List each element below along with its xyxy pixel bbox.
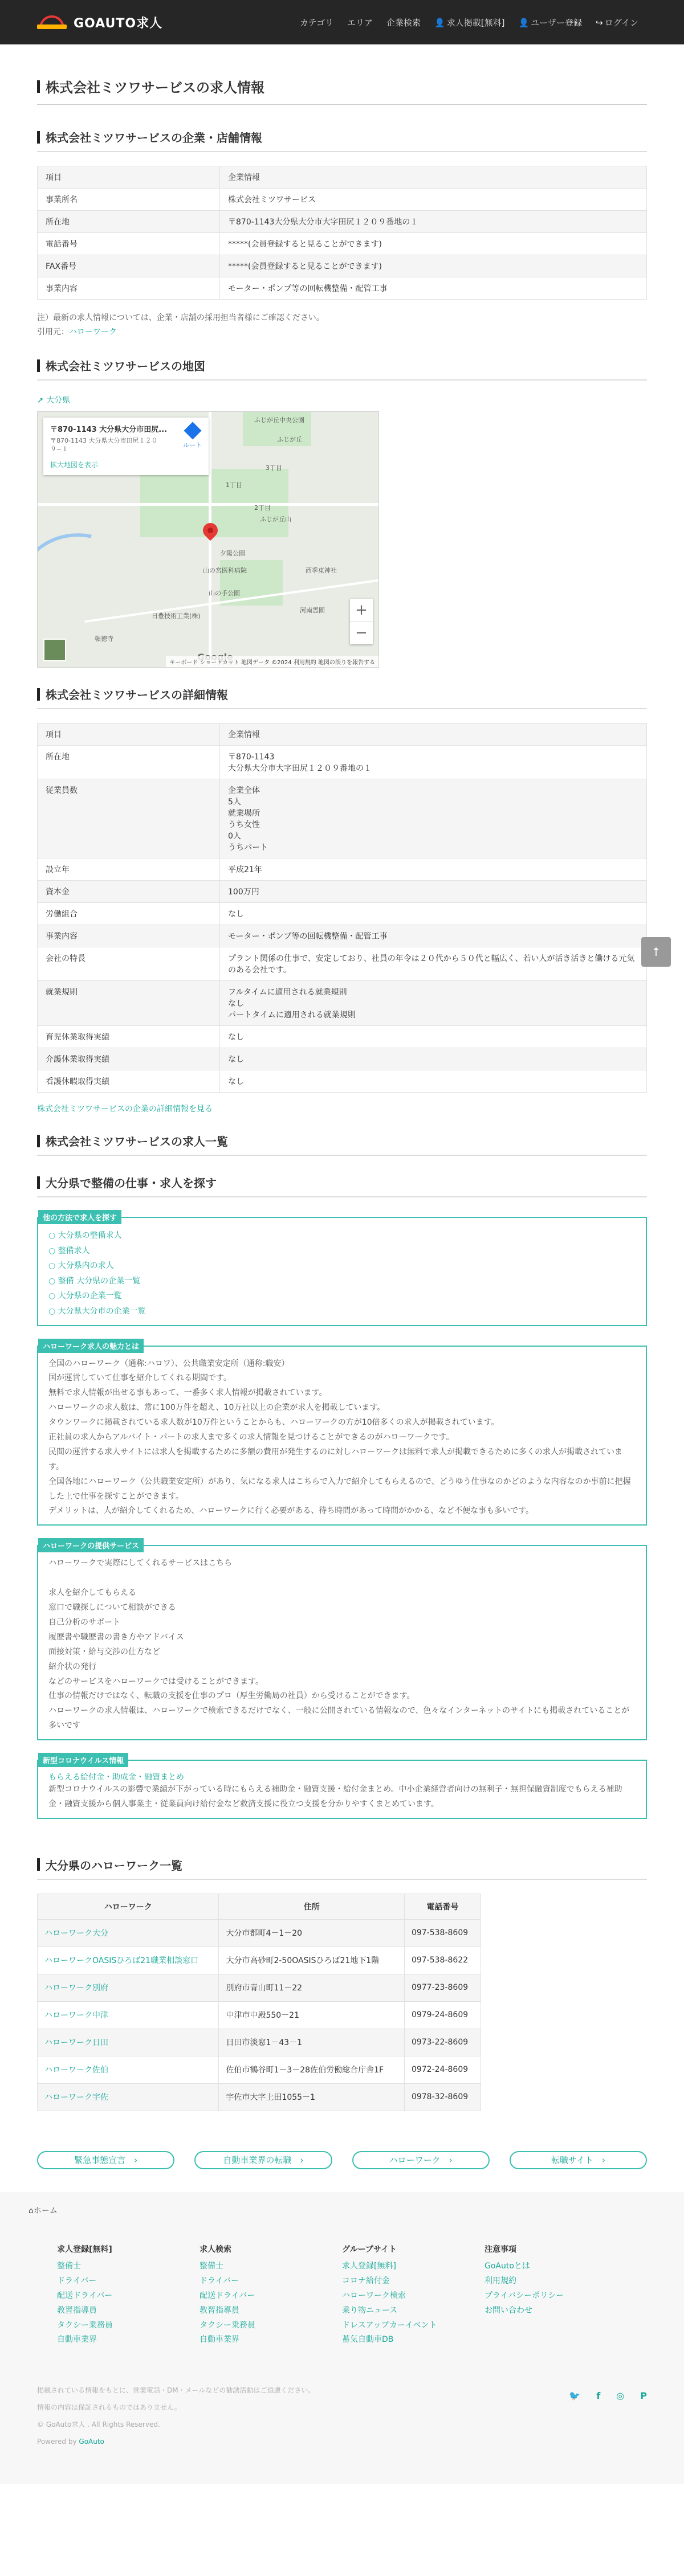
list-item (48, 1228, 636, 1244)
map-place-label: 2丁目 (254, 504, 271, 512)
directions-icon (184, 422, 201, 439)
table-row (38, 277, 647, 300)
pinterest-icon[interactable]: P (640, 2390, 647, 2402)
map-card-address: 〒870-1143 大分県大分市田尻... (50, 426, 168, 434)
table-row (38, 2056, 481, 2083)
home-icon: ⌂ (28, 2206, 34, 2215)
related-link-pill[interactable]: 自動車業界の転職 › (194, 2151, 332, 2169)
text-line: 自己分析のサポート (48, 1618, 120, 1628)
heading-marker-icon (37, 359, 40, 372)
powered-link[interactable]: GoAuto (79, 2438, 104, 2446)
table-value: プラント関係の仕事で、安定しており、社員の年令は２０代から５０代と幅広く、若い人が活き活きと働ける元気のある会社です。 (220, 947, 647, 981)
table-row (38, 1919, 481, 1947)
table-key: 項目 (38, 723, 220, 746)
facebook-icon[interactable]: f (596, 2390, 601, 2402)
table-value: *****(会員登録すると見ることができます) (220, 255, 647, 277)
map-attribution: キーボード ショートカット 地図データ ©2024 利用規約 地図の誤りを報告する (166, 656, 378, 667)
table-key: 事業内容 (38, 277, 220, 300)
user-icon: ↪ (596, 17, 603, 28)
search-heading: 大分県で整備の仕事・求人を探す (37, 1171, 647, 1197)
company-info-table (37, 166, 647, 300)
satellite-toggle[interactable] (43, 639, 66, 661)
embedded-map[interactable] (37, 411, 379, 668)
user-icon: 👤 (434, 17, 445, 28)
footer-link[interactable]: 整備士 (57, 2261, 81, 2271)
hellowork-appeal-box (37, 1342, 647, 1526)
nav-link[interactable]: ↪ ログイン (596, 17, 638, 28)
other-search-list (48, 1228, 636, 1319)
chevron-right-icon: › (291, 2155, 304, 2166)
box-tag: ハローワーク求人の魅力とは (38, 1339, 144, 1353)
logo-text: GOAUTO求人 (74, 16, 163, 31)
text-line: ハローワークの求人情報は、ハローワークで検索できるだけでなく、一般に公開されている情報なので、色々なインターネットのサイトにも掲載されていることが多いです (48, 1706, 630, 1731)
footer-link[interactable]: 求人登録[無料] (342, 2261, 396, 2271)
address-cell: 日田市淡窓1－43－1 (219, 2029, 405, 2056)
map-place-label: ふじが丘 (277, 436, 302, 443)
covid-link[interactable]: もらえる給付金・助成金・融資まとめ (48, 1773, 184, 1782)
text-line: デメリットは、人が紹介してくれるため、ハローワークに行く必要がある、待ち時間があって時間がかかる、など不便な事も多いです。 (48, 1506, 534, 1516)
covid-text: 新型コロナウイルスの影響で業績が下がっている時にもらえる補助金・融資支援・給付金まとめ。中小企業経営者向けの無利子・無担保融資制度でもらえる補助金・融資支援から個人事業主・従業員向け給付金など救済支援に役立つ支援を分かりやすくまとめています。 (48, 1785, 622, 1809)
heading-marker-icon (37, 1858, 40, 1871)
footer-link[interactable]: ドレスアップカーイベント (342, 2320, 437, 2330)
footer-link[interactable]: 整備士 (199, 2261, 223, 2271)
text-line: 全国のハローワーク（通称:ハロワ）、公共職業安定所（通称:職安） (48, 1359, 290, 1368)
covid-box (37, 1757, 647, 1819)
source-link[interactable]: ハローワーク (69, 327, 117, 337)
footer-link[interactable]: 教習指導員 (57, 2305, 97, 2315)
hellowork-link[interactable]: ハローワーク佐伯 (44, 2066, 108, 2075)
nav-links (300, 17, 638, 28)
list-item (48, 1289, 636, 1304)
footer-column (484, 2243, 627, 2348)
table-row (38, 189, 647, 211)
footer-link[interactable]: ドライバー (199, 2276, 239, 2285)
hellowork-name-cell (38, 2083, 219, 2111)
table-key: 看護休暇取得実績 (38, 1070, 220, 1093)
jobs-heading: 株式会社ミツワサービスの求人一覧 (37, 1129, 647, 1156)
text-line: 履歴書や職歴書の書き方やアドバイス (48, 1632, 184, 1642)
table-row (38, 925, 647, 947)
phone-cell: 0979-24-8609 (404, 2001, 481, 2029)
footer-link[interactable]: タクシー乗務員 (57, 2320, 113, 2330)
hellowork-link[interactable]: ハローワーク別府 (44, 1984, 108, 1993)
table-row (38, 1070, 647, 1093)
map-place-label: 3丁目 (266, 464, 282, 472)
table-key: 資本金 (38, 881, 220, 903)
address-cell: 大分市都町4－1－20 (219, 1919, 405, 1947)
zoom-in-button[interactable]: + (350, 599, 373, 621)
map-place-label: 山の宮医科病院 (203, 567, 247, 574)
footer-column-title: 求人登録[無料] (57, 2244, 112, 2254)
footer-link[interactable]: コロナ給付金 (342, 2276, 390, 2285)
column-header: ハローワーク (38, 1894, 219, 1919)
footer-column (342, 2243, 484, 2348)
table-row (38, 858, 647, 881)
table-row (38, 881, 647, 903)
list-item (48, 1274, 636, 1289)
hellowork-service-box (37, 1542, 647, 1740)
table-key: 項目 (38, 166, 220, 189)
footer-column (199, 2243, 342, 2348)
top-nav (0, 0, 684, 44)
footer-column-title: 求人検索 (199, 2244, 231, 2254)
map-place-label: ふじが丘山 (260, 516, 291, 523)
table-value: 100万円 (220, 881, 647, 903)
table-key: 事業所名 (38, 189, 220, 211)
footer-bottom: 掲載されている情報をもとに、営業電話・DM・メールなどの勧誘活動はご遠慮ください。 情報の内容は保証されるものではありません。 © GoAuto求人 . All Rights Reserved. Powered by GoAuto 🐦 f ◎ P (37, 2348, 647, 2450)
table-key: 事業内容 (38, 925, 220, 947)
map-place-label: 夕陽公園 (220, 550, 245, 557)
table-key: 設立年 (38, 858, 220, 881)
heading-marker-icon (37, 131, 40, 144)
footer-link[interactable]: タクシー乗務員 (199, 2320, 255, 2330)
table-row (38, 255, 647, 277)
map-place-label: 日豊技術工業(株) (152, 612, 201, 620)
chevron-right-icon: › (593, 2155, 605, 2166)
back-to-top-button[interactable]: ↑ (641, 937, 671, 967)
table-header-row (38, 1894, 481, 1919)
footer (0, 2224, 684, 2484)
text-line: 全国各地にハローワーク（公共職業安定所）があり、気になる求人はこちらで入力で紹介してもらえるので、どうゆう仕事なのかどのような内容なのか事前に把握した上で仕事を探すことができます。 (48, 1477, 631, 1501)
list-item (48, 1304, 636, 1319)
hw-list-heading: 大分県のハローワーク一覧 (37, 1853, 647, 1880)
table-value: フルタイムに適用される就業規則 なし パートタイムに適用される就業規則 (220, 981, 647, 1026)
map-place-label: 西季東神社 (306, 567, 337, 574)
footer-column (57, 2243, 199, 2348)
address-cell: 別府市青山町11－22 (219, 1974, 405, 2001)
text-line: 紹介状の発行 (48, 1662, 96, 1671)
footer-link[interactable]: 自動車業界 (199, 2335, 239, 2345)
footer-link[interactable]: 乗り物ニュース (342, 2305, 398, 2315)
other-search-box (37, 1214, 647, 1326)
table-row (38, 779, 647, 858)
table-value: 〒870-1143 大分県大分市大字田尻１２０９番地の１ (220, 746, 647, 779)
text-line: 仕事の情報だけではなく、転職の支援を仕事のプロ（厚生労働局の社員）から受けることができます。 (48, 1691, 415, 1701)
search-link[interactable]: 大分県大分市の企業一覧 (58, 1306, 146, 1316)
text-line: 国が運営していて仕事を紹介してくれる期間です。 (48, 1373, 231, 1383)
phone-cell: 0978-32-8609 (404, 2083, 481, 2111)
hellowork-service-text (48, 1556, 636, 1733)
map-place-label: 1丁目 (226, 481, 242, 489)
footer-link[interactable]: 自動車業界 (57, 2335, 97, 2345)
table-value: 株式会社ミツワサービス (220, 189, 647, 211)
heading-marker-icon (37, 1176, 40, 1189)
company-note: 注）最新の求人情報については、企業・店舗の採用担当者様にご確認ください。 引用元：ハローワーク (37, 313, 324, 337)
table-row (38, 2029, 481, 2056)
table-row (38, 1947, 481, 1974)
map-heading: 株式会社ミツワサービスの地図 (37, 354, 647, 381)
address-cell: 佐伯市鶴谷町1－3－28佐伯労働総合庁舎1F (219, 2056, 405, 2083)
related-links (37, 2151, 647, 2169)
related-link-pill[interactable]: 緊急事態宣言 › (37, 2151, 174, 2169)
table-key: 所在地 (38, 746, 220, 779)
footer-link[interactable]: 配送ドライバー (199, 2291, 255, 2300)
phone-cell: 097-538-8609 (404, 1919, 481, 1947)
table-key: 育児休業取得実績 (38, 1026, 220, 1048)
chevron-right-icon: › (125, 2155, 138, 2166)
table-row (38, 981, 647, 1026)
breadcrumb (0, 2192, 684, 2224)
hellowork-name-cell (38, 1919, 219, 1947)
table-row (38, 1048, 647, 1070)
search-link[interactable]: 整備求人 (58, 1246, 90, 1256)
logo-icon (37, 14, 69, 30)
footer-link[interactable]: 教習指導員 (199, 2305, 239, 2315)
nav-link[interactable]: カテゴリ (299, 17, 334, 28)
map-card-sub: 〒870-1143 大分県大分市田尻１２０ ９−１ (50, 437, 158, 453)
map-place-label: ふじが丘中央公園 (254, 416, 304, 424)
column-header: 電話番号 (404, 1894, 481, 1919)
table-key: 従業員数 (38, 779, 220, 858)
table-row (38, 2001, 481, 2029)
map-info-card (43, 418, 209, 475)
detail-info-table (37, 723, 647, 1093)
hellowork-link[interactable]: ハローワーク大分 (44, 1929, 108, 1939)
list-item (48, 1244, 636, 1259)
related-link-pill[interactable]: 転職サイト › (510, 2151, 647, 2169)
hellowork-name-cell (38, 2001, 219, 2029)
text-line (48, 1571, 636, 1586)
hellowork-name-cell (38, 2056, 219, 2083)
table-value: モーター・ポンプ等の回転機整備・配管工事 (220, 277, 647, 300)
table-row (38, 1026, 647, 1048)
main-content (37, 44, 647, 2169)
list-item (48, 1258, 636, 1274)
nav-link[interactable]: 企業検索 (386, 17, 421, 28)
map-place-label: 河南霊園 (300, 607, 325, 614)
table-key: 労働組合 (38, 903, 220, 925)
text-line: タウンワークに掲載されている求人数が10万件ということからも、ハローワークの方が10倍多くの求人が掲載されています。 (48, 1418, 499, 1428)
table-row (38, 746, 647, 779)
company-detail-link[interactable]: 株式会社ミツワサービスの企業の詳細情報を見る (37, 1105, 213, 1114)
table-row (38, 233, 647, 255)
search-link[interactable]: 整備 大分県の企業一覧 (58, 1276, 141, 1286)
table-value: なし (220, 1070, 647, 1093)
text-line: 正社員の求人からアルバイト・パートの求人まで多くの求人情報を見つけることができるのがハローワークです。 (48, 1433, 454, 1442)
text-line: などのサービスをハローワークでは受けることができます。 (48, 1677, 263, 1686)
hellowork-name-cell (38, 2029, 219, 2056)
box-tag: ハローワークの提供サービス (38, 1538, 144, 1552)
route-button[interactable]: ルート (183, 424, 202, 449)
table-row (38, 903, 647, 925)
table-value: 企業全体 5人 就業場所 うち女性 0人 うちパート (220, 779, 647, 858)
table-value: 平成21年 (220, 858, 647, 881)
enlarge-map-link[interactable]: 拡大地図を表示 (50, 460, 99, 469)
text-line: 求人を紹介してもらえる (48, 1588, 136, 1598)
nav-link[interactable]: 👤 求人掲載[無料] (434, 17, 505, 28)
table-value: なし (220, 903, 647, 925)
heading-marker-icon (37, 688, 40, 701)
text-line: 面接対策・給与交渉の仕方など (48, 1647, 160, 1657)
table-row (38, 211, 647, 233)
detail-heading: 株式会社ミツワサービスの詳細情報 (37, 682, 647, 709)
address-cell: 中津市中殿550－21 (219, 2001, 405, 2029)
table-key: 就業規則 (38, 981, 220, 1026)
twitter-icon[interactable]: 🐦 (569, 2390, 581, 2402)
table-value: なし (220, 1026, 647, 1048)
map-place-label: 頓徳寺 (95, 635, 113, 643)
location-arrow-icon: ➚ (37, 396, 47, 405)
related-link-pill[interactable]: ハローワーク › (352, 2151, 490, 2169)
table-key: 介護休業取得実績 (38, 1048, 220, 1070)
phone-cell: 0977-23-8609 (404, 1974, 481, 2001)
map-prefecture-link[interactable]: ➚ 大分県 (37, 396, 71, 405)
search-link[interactable]: 大分県内の求人 (58, 1261, 114, 1271)
map-place-label: 山の手公園 (209, 590, 240, 597)
table-value: 企業情報 (220, 723, 647, 746)
address-cell: 大分市高砂町2-50OASISひろば21地下1階 (219, 1947, 405, 1974)
social-links (569, 2385, 647, 2407)
footer-link[interactable]: ドライバー (57, 2276, 97, 2285)
text-line: 民間の運営する求人サイトには求人を掲載するために多額の費用が発生するのに対しハローワークは無料で求人が掲載できるために多くの求人が掲載されています。 (48, 1447, 623, 1471)
table-row (38, 2083, 481, 2111)
text-line: 無料で求人情報が出せる事もあって、一番多く求人情報が掲載されています。 (48, 1388, 327, 1398)
phone-cell: 097-538-8622 (404, 1947, 481, 1974)
table-value: なし (220, 1048, 647, 1070)
footer-link[interactable]: 配送ドライバー (57, 2291, 113, 2300)
footer-column-title: グループサイト (342, 2244, 397, 2254)
text-line: ハローワークで実際にしてくれるサービスはこちら (48, 1559, 232, 1568)
heading-marker-icon (37, 1135, 40, 1147)
search-link[interactable]: 大分県の整備求人 (58, 1231, 122, 1240)
address-cell: 宇佐市大字上田1055－1 (219, 2083, 405, 2111)
table-key: FAX番号 (38, 255, 220, 277)
column-header: 住所 (219, 1894, 405, 1919)
breadcrumb-home[interactable]: ホーム (33, 2206, 58, 2215)
table-value: 企業情報 (220, 166, 647, 189)
text-line: ハローワークの求人数は、常に100万件を超え、10万社以上の企業が求人を掲載しています。 (48, 1403, 385, 1413)
hellowork-link[interactable]: ハローワーク中津 (44, 2011, 108, 2021)
text-line: 窓口で職探しについて相談ができる (48, 1603, 176, 1613)
hellowork-name-cell (38, 1947, 219, 1974)
heading-marker-icon (37, 80, 40, 93)
hellowork-name-cell (38, 1974, 219, 2001)
site-logo[interactable] (37, 14, 162, 31)
table-key: 会社の特長 (38, 947, 220, 981)
footer-link[interactable]: 蓄気自動車DB (342, 2335, 394, 2345)
table-row (38, 947, 647, 981)
hellowork-table (37, 1894, 481, 2111)
box-tag: 新型コロナウイルス情報 (38, 1753, 128, 1767)
zoom-controls (350, 599, 373, 644)
table-value: 〒870-1143大分県大分市大字田尻１２０９番地の１ (220, 211, 647, 233)
page-title: 株式会社ミツワサービスの求人情報 (37, 69, 647, 105)
hellowork-link[interactable]: ハローワーク日田 (44, 2038, 108, 2048)
table-key: 電話番号 (38, 233, 220, 255)
hellowork-link[interactable]: ハローワークOASISひろば21職業相談窓口 (44, 1956, 199, 1966)
table-key: 所在地 (38, 211, 220, 233)
user-icon: 👤 (518, 17, 530, 28)
company-info-heading: 株式会社ミツワサービスの企業・店舗情報 (37, 125, 647, 152)
footer-link[interactable]: プライバシーポリシー (484, 2291, 564, 2300)
table-row (38, 166, 647, 189)
footer-link[interactable]: ハローワーク検索 (342, 2291, 406, 2300)
phone-cell: 0972-24-8609 (404, 2056, 481, 2083)
footer-link[interactable]: お問い合わせ (484, 2305, 532, 2315)
zoom-out-button[interactable]: − (355, 624, 368, 641)
search-link[interactable]: 大分県の企業一覧 (58, 1291, 122, 1301)
footer-column-title: 注意事項 (484, 2244, 516, 2254)
box-tag: 他の方法で求人を探す (38, 1210, 121, 1224)
footer-link[interactable]: GoAutoとは (484, 2261, 530, 2271)
chevron-right-icon: › (440, 2155, 453, 2166)
instagram-icon[interactable]: ◎ (616, 2390, 625, 2402)
hellowork-link[interactable]: ハローワーク宇佐 (44, 2093, 108, 2103)
hellowork-appeal-text (48, 1357, 636, 1519)
phone-cell: 0973-22-8609 (404, 2029, 481, 2056)
table-row (38, 1974, 481, 2001)
footer-columns (57, 2243, 627, 2348)
table-value: *****(会員登録すると見ることができます) (220, 233, 647, 255)
nav-link[interactable]: エリア (347, 17, 373, 28)
table-row (38, 723, 647, 746)
footer-link[interactable]: 利用規約 (484, 2276, 516, 2285)
nav-link[interactable]: 👤 ユーザー登録 (518, 17, 583, 28)
table-value: モーター・ポンプ等の回転機整備・配管工事 (220, 925, 647, 947)
